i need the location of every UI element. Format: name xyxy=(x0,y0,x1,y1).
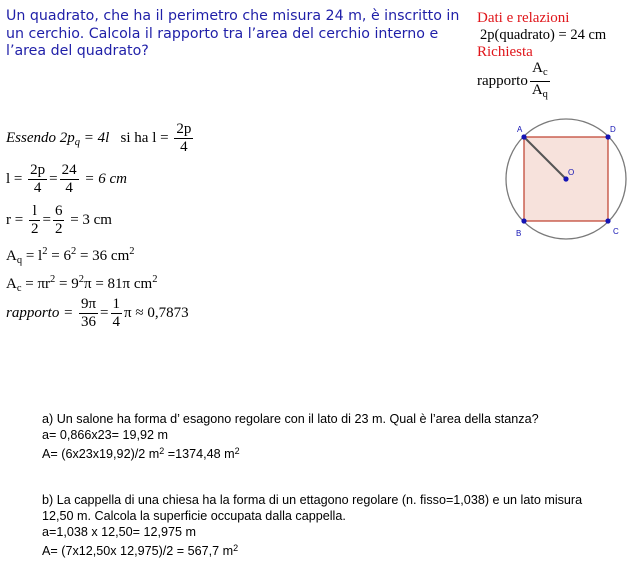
exercise-b-question-2: 12,50 m. Calcola la superficie occupata dalla cappella. xyxy=(42,509,346,523)
solution-line-1 xyxy=(6,121,195,156)
point-c xyxy=(605,218,610,223)
line2-fraction-2: $\frac{24}{4}$ xyxy=(61,162,77,196)
line1-mid: = 4l xyxy=(80,129,110,146)
solution-line-5: $A_c = \pi r^2 = 9^2\pi = 81\pi$ $cm^2$ xyxy=(6,274,158,294)
data-title: Dati e relazioni xyxy=(477,10,570,26)
point-a xyxy=(521,134,526,139)
label-o: O xyxy=(568,168,575,177)
point-b xyxy=(521,218,526,223)
solution-line-3: r = $\frac{l}{2}$ = $\frac{6}{2}$ = 3 cm xyxy=(6,203,112,237)
label-d: D xyxy=(610,125,616,134)
line1-sub: q xyxy=(74,136,80,148)
problem-statement: Un quadrato, che ha il perimetro che misura 24 m, è inscritto in un cerchio. Calcola il rapporto tra l’area del cerchio interno e l’area del quadrato? xyxy=(6,8,460,59)
label-c: C xyxy=(613,227,619,236)
label-a: A xyxy=(517,125,523,134)
line6-fraction-2: $\frac{1}{4}$ xyxy=(112,296,121,330)
line3-fraction-1: $\frac{l}{2}$ xyxy=(30,203,39,237)
request-fraction xyxy=(530,60,550,103)
perimeter-given xyxy=(480,27,606,44)
point-d xyxy=(605,134,610,139)
line1-prefix: Essendo 2p xyxy=(6,129,75,146)
solution-line-2: l = $\frac{2p}{4}$ = $\frac{24}{4}$ = 6 cm xyxy=(6,162,127,196)
request-formula xyxy=(477,60,552,103)
exercise-b-apothem: a=1,038 x 12,50= 12,975 m xyxy=(42,525,197,539)
exercise-b-area: A= (7x12,50x 12,975)/2 = 567,7 $m^2$ xyxy=(42,543,239,558)
perimeter-rhs: = 24 cm xyxy=(558,27,607,43)
solution-line-4: $A_q = l^2 = 6^2 = 36$ $cm^2$ xyxy=(6,246,135,266)
request-num-base: A xyxy=(532,60,543,76)
exercise-a-apothem: a= 0,866x23= 19,92 m xyxy=(42,428,169,442)
line1-fraction: $\frac{2p}{4}$ xyxy=(176,121,192,155)
request-word: rapporto xyxy=(477,72,528,89)
label-b: B xyxy=(516,229,522,238)
exercise-a-question: a) Un salone ha forma d’ esagono regolare con il lato di 23 m. Qual è l’area della stanza? xyxy=(42,412,539,426)
circle-square-figure xyxy=(500,118,640,258)
line1-text: si ha l = xyxy=(120,129,169,146)
perimeter-lhs: 2p(quadrato) xyxy=(480,27,555,43)
line3-fraction-2: $\frac{6}{2}$ xyxy=(54,203,63,237)
exercise-a-area: A= (6x23x19,92)/2 $m^2 =1374,48$ $m^2$ xyxy=(42,446,240,461)
line6-fraction-1: $\frac{9\pi}{36}$ xyxy=(80,296,97,330)
request-den-sub: q xyxy=(542,89,548,100)
point-o xyxy=(563,176,568,181)
exercise-b-question-1: b) La cappella di una chiesa ha la forma di un ettagono regolare (n. fisso=1,038) e un lato misura xyxy=(42,493,583,507)
request-den-base: A xyxy=(531,82,543,98)
request-num-sub: c xyxy=(542,67,548,78)
solution-line-6: rapporto = $\frac{9\pi}{36}$ = $\frac{1}{4}$ π ≈ 0,7873 xyxy=(6,296,189,330)
line2-fraction-1: $\frac{2p}{4}$ xyxy=(30,162,46,196)
request-title: Richiesta xyxy=(477,44,533,60)
